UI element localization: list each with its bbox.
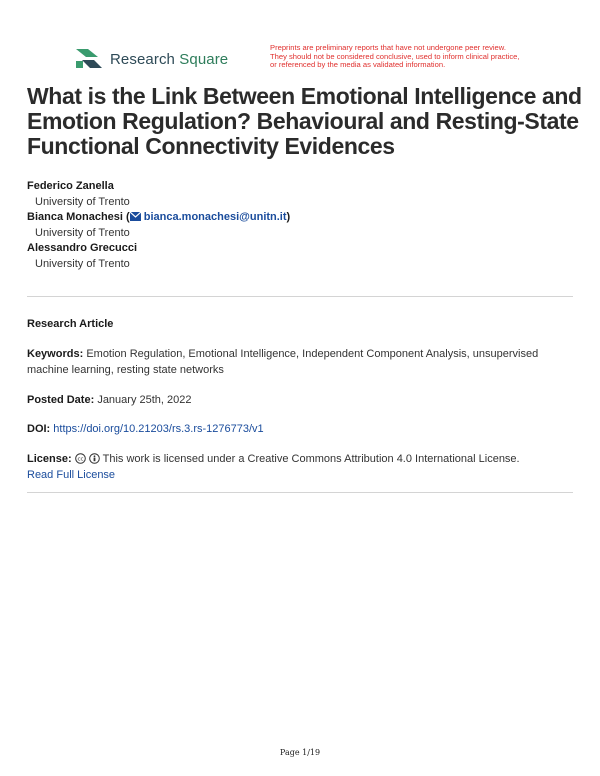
author-affiliation: University of Trento xyxy=(35,195,130,208)
posted-date-value: January 25th, 2022 xyxy=(97,394,192,406)
preprint-disclaimer xyxy=(270,44,550,70)
keywords xyxy=(27,346,577,378)
author-email-link[interactable]: bianca.monachesi@unitn.it xyxy=(143,211,287,223)
disclaimer-line-2: They should not be considered conclusive, used to inform clinical practice, xyxy=(270,51,520,61)
creative-commons-icon xyxy=(75,453,86,464)
disclaimer-line-1: Preprints are preliminary reports that have not undergone peer review. xyxy=(270,43,506,52)
paper-title: What is the Link Between Emotional Intelligence and Emotion Regulation? Behavioural and Resting-State Functional Connectivity Evidences xyxy=(27,83,582,159)
author-affiliation: University of Trento xyxy=(35,226,130,239)
logo-word-research: Research xyxy=(110,50,175,68)
email-icon xyxy=(130,212,141,221)
posted-date xyxy=(27,392,577,408)
doi xyxy=(27,421,577,437)
read-full-license-link[interactable]: Read Full License xyxy=(27,469,116,481)
divider xyxy=(27,296,573,297)
doi-link[interactable]: https://doi.org/10.21203/rs.3.rs-1276773/v1 xyxy=(53,423,264,435)
keywords-value: Emotion Regulation, Emotional Intelligence, Independent Component Analysis, unsupervised machine learning, resting state networks xyxy=(27,348,539,376)
license-label: License: xyxy=(27,453,72,465)
article-type: Research Article xyxy=(27,318,114,330)
logo-word-square: Square xyxy=(179,50,229,68)
posted-date-label: Posted Date: xyxy=(27,394,95,406)
svg-text:cc: cc xyxy=(77,456,84,463)
corresponding-author: Bianca Monachesi ( bianca.monachesi@unitn.it) xyxy=(27,211,291,223)
research-square-logo[interactable] xyxy=(74,46,228,72)
disclaimer-line-3: or referenced by the media as validated information. xyxy=(270,60,446,70)
license-text: This work is licensed under a Creative Commons Attribution 4.0 International License. xyxy=(102,453,520,465)
author-list xyxy=(27,179,290,272)
logo-text xyxy=(110,51,228,68)
attribution-icon xyxy=(89,453,100,464)
license xyxy=(27,451,577,483)
page-number: Page 1/19 xyxy=(279,748,321,757)
research-square-logo-icon xyxy=(74,46,104,72)
author-affiliation: University of Trento xyxy=(35,257,130,270)
author-name: Alessandro Grecucci xyxy=(27,242,138,254)
author-name: Federico Zanella xyxy=(27,180,114,192)
author-name: Bianca Monachesi xyxy=(27,211,123,223)
doi-label: DOI: xyxy=(27,423,51,435)
divider xyxy=(27,492,573,493)
keywords-label: Keywords: xyxy=(27,348,84,360)
